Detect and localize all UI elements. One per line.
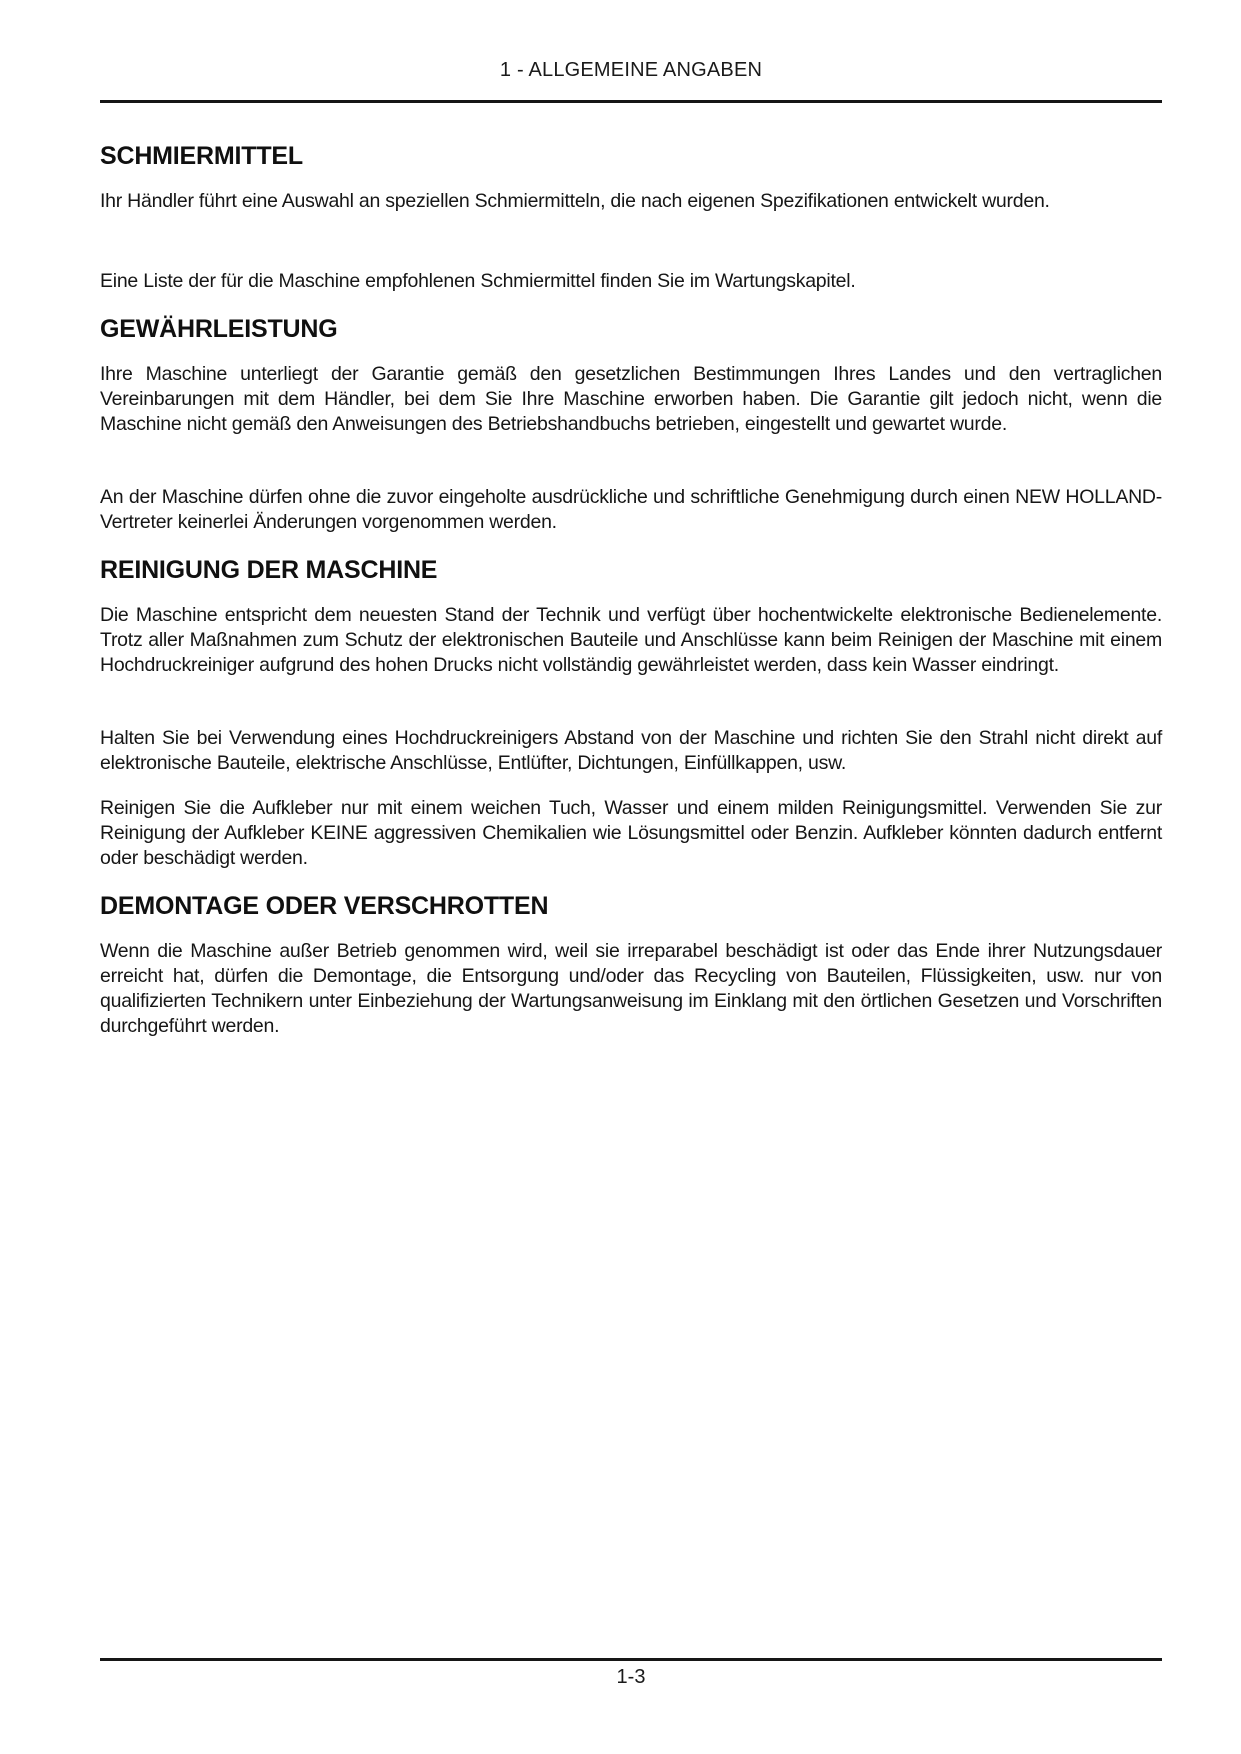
paragraph: Reinigen Sie die Aufkleber nur mit einem weichen Tuch, Wasser und einem milden Reinigungsmittel. Verwenden Sie zur Reinigung der Aufkleber KEINE aggressiven Chemikalien wie Lösungsmittel oder Benzin. Aufkleber könnten dadurch entfernt oder beschädigt werden.: [100, 797, 1162, 869]
section-heading: DEMONTAGE ODER VERSCHROTTEN: [100, 892, 549, 920]
header-rule: [100, 100, 1162, 103]
paragraph: Ihr Händler führt eine Auswahl an speziellen Schmiermitteln, die nach eigenen Spezifikationen entwickelt wurden.: [100, 190, 1050, 212]
paragraph: Eine Liste der für die Maschine empfohlenen Schmiermittel finden Sie im Wartungskapitel.: [100, 270, 856, 292]
section-schmiermittel: [100, 141, 1162, 294]
paragraph: Ihre Maschine unterliegt der Garantie gemäß den gesetzlichen Bestimmungen Ihres Landes und den vertraglichen Vereinbarungen mit dem Händler, bei dem Sie Ihre Maschine erworben haben. Die Garantie gilt jedoch nicht, wenn die Maschine nicht gemäß den Anweisungen des Betriebshandbuchs betrieben, eingestellt und gewartet wurde.: [100, 363, 1162, 435]
chapter-header-title: 1 - ALLGEMEINE ANGABEN: [499, 59, 763, 81]
paragraph: Wenn die Maschine außer Betrieb genommen wird, weil sie irreparabel beschädigt ist oder das Ende ihrer Nutzungsdauer erreicht hat, dürfen die Demontage, die Entsorgung und/oder das Recycling von Bauteilen, Flüssigkeiten, usw. nur von qualifizierten Technikern unter Einbeziehung der Wartungsanweisung im Einklang mit den örtlichen Gesetzen und Vorschriften durchgeführt werden.: [100, 940, 1162, 1037]
section-demontage-oder-verschrotten: [100, 891, 1162, 1039]
paragraph: An der Maschine dürfen ohne die zuvor eingeholte ausdrückliche und schriftliche Genehmigung durch einen NEW HOLLAND-Vertreter keinerlei Änderungen vorgenommen werden.: [100, 486, 1162, 533]
page-content: [100, 141, 1162, 1039]
section-heading: GEWÄHRLEISTUNG: [100, 315, 338, 343]
paragraph: Die Maschine entspricht dem neuesten Stand der Technik und verfügt über hochentwickelte elektronische Bedienelemente. Trotz aller Maßnahmen zum Schutz der elektronischen Bauteile und Anschlüsse kann beim Reinigen der Maschine mit einem Hochdruckreiniger aufgrund des hohen Drucks nicht vollständig gewährleistet werden, dass kein Wasser eindringt.: [100, 604, 1162, 676]
paragraph: Halten Sie bei Verwendung eines Hochdruckreinigers Abstand von der Maschine und richten Sie den Strahl nicht direkt auf elektronische Bauteile, elektrische Anschlüsse, Entlüfter, Dichtungen, Einfüllkappen, usw.: [100, 727, 1162, 774]
section-gewaehrleistung: [100, 314, 1162, 535]
page-header: [100, 0, 1162, 103]
section-heading: SCHMIERMITTEL: [100, 142, 303, 170]
page-number: 1-3: [616, 1666, 646, 1688]
section-reinigung-der-maschine: [100, 555, 1162, 871]
section-heading: REINIGUNG DER MASCHINE: [100, 556, 438, 584]
page-footer: [100, 1658, 1162, 1689]
